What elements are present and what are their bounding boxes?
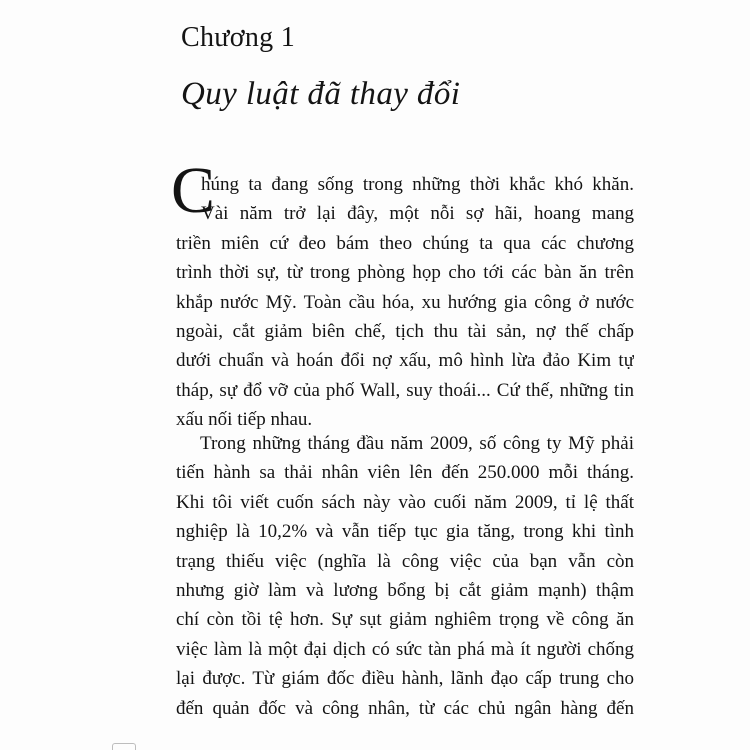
chapter-label: Chương 1 (181, 22, 296, 53)
text-line: dưới chuẩn và hoán đổi nợ xấu, mô hình lừa đảo Kim tự (176, 350, 634, 372)
text-line: trình thời sự, từ trong phòng họp cho tới các bàn ăn trên (176, 262, 634, 284)
paragraph-2 (176, 429, 634, 723)
text-line: tiến hành sa thải nhân viên lên đến 250.000 mỗi tháng. (176, 462, 634, 484)
text-line: Vài năm trở lại đây, một nỗi sợ hãi, hoang mang (201, 203, 634, 225)
text-line: Trong những tháng đầu năm 2009, số công ty Mỹ phải (200, 433, 634, 454)
text-line: nghiệp là 10,2% và vẫn tiếp tục gia tăng, trong khi tình (176, 521, 634, 543)
paragraph-1 (176, 170, 634, 435)
text-line: triền miên cứ đeo bám theo chúng ta qua các chương (176, 232, 634, 254)
text-line: ngoài, cắt giảm biên chế, tịch thu tài sản, nợ thế chấp (176, 321, 634, 343)
text-line: Khi tôi viết cuốn sách này vào cuối năm 2009, tỉ lệ thất (176, 491, 634, 513)
text-line: khắp nước Mỹ. Toàn cầu hóa, xu hướng gia công ở nước (176, 291, 634, 313)
page-corner-edge (112, 743, 136, 750)
text-line: lại được. Từ giám đốc điều hành, lãnh đạo cấp trung cho (176, 668, 634, 690)
text-line: tháp, sự đổ vỡ của phố Wall, suy thoái... Cứ thế, những tin (176, 379, 634, 401)
text-line: nhưng giờ làm và lương bổng bị cắt giảm mạnh) thậm (176, 580, 634, 602)
drop-cap: C (171, 154, 216, 227)
text-line: xấu nối tiếp nhau. (176, 409, 313, 431)
text-line: húng ta đang sống trong những thời khắc khó khăn. (201, 174, 634, 195)
text-line: trạng thiếu việc (nghĩa là công việc của bạn vẫn còn (176, 550, 634, 572)
text-line: đến quản đốc và công nhân, từ các chủ ngân hàng đến (176, 697, 634, 719)
text-line: chí còn tồi tệ hơn. Sự sụt giảm nghiêm trọng về công ăn (176, 609, 634, 631)
text-line: việc làm là một đại dịch có sức tàn phá mà ít người chống (176, 638, 634, 660)
chapter-title: Quy luật đã thay đổi (181, 76, 461, 112)
